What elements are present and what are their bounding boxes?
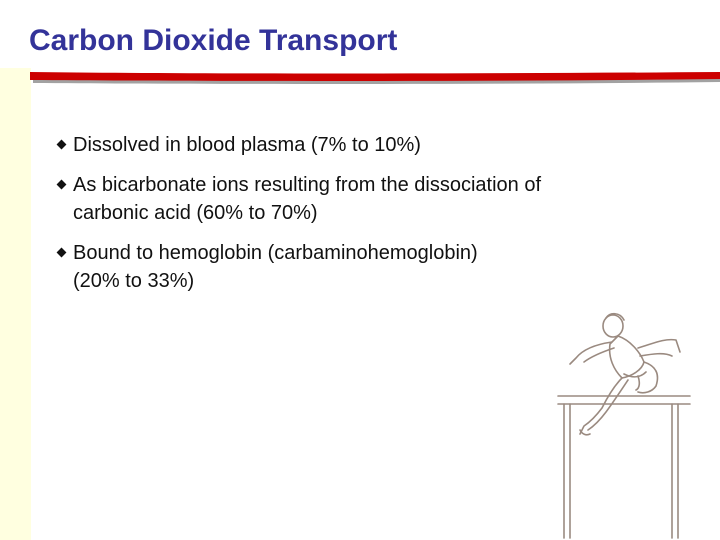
bullet-text-line: (20% to 33%) xyxy=(73,270,195,292)
slide-title: Carbon Dioxide Transport xyxy=(29,24,398,57)
bullet-text-line: As bicarbonate ions resulting from the dissociation of xyxy=(73,174,542,196)
bullet-item xyxy=(57,131,657,159)
diamond-bullet-icon xyxy=(57,180,67,190)
bullet-list xyxy=(57,131,657,295)
bullet-text-line: Bound to hemoglobin (carbaminohemoglobin) xyxy=(73,242,478,264)
diamond-bullet-icon xyxy=(57,248,67,258)
left-accent-band xyxy=(0,68,31,540)
bullet-item xyxy=(57,239,657,295)
diamond-bullet-icon xyxy=(57,140,67,150)
bullet-text-line: carbonic acid (60% to 70%) xyxy=(73,202,318,224)
bullet-item xyxy=(57,171,657,227)
bullet-text-line: Dissolved in blood plasma (7% to 10%) xyxy=(73,134,421,156)
hurdler-icon xyxy=(540,300,700,540)
